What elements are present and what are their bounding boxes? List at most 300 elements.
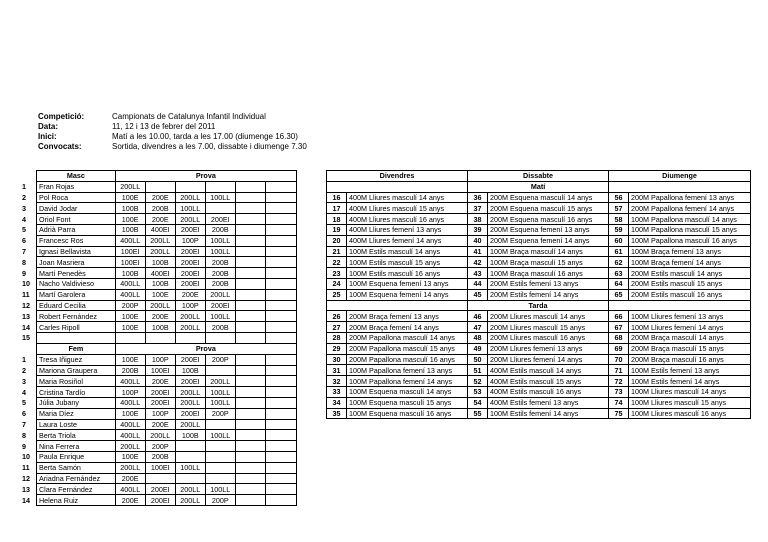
event-name: 200M Papallona femení 13 anys — [629, 192, 751, 203]
table-row — [22, 203, 297, 214]
event-cell — [235, 332, 265, 343]
event-cell: 200LL — [145, 235, 175, 246]
event-name: 200M Esquena femení 14 anys — [488, 235, 609, 246]
swimmer-name: Clara Fernández — [36, 484, 115, 495]
competition-info — [38, 112, 307, 152]
schedule-row — [327, 365, 751, 376]
event-cell — [265, 495, 296, 506]
event-cell — [235, 257, 265, 268]
table-row — [22, 451, 297, 462]
event-name: 200M Lliures femení 14 anys — [488, 354, 609, 365]
event-cell: 200P — [115, 300, 145, 311]
swimmer-name: Francesc Ros — [36, 235, 115, 246]
event-cell — [235, 354, 265, 365]
event-cell: 100EI — [115, 257, 145, 268]
row-number: 2 — [22, 365, 26, 375]
table-row — [22, 181, 297, 192]
table-row — [22, 419, 297, 430]
event-cell — [235, 430, 265, 441]
event-cell: 200LL — [115, 181, 145, 192]
event-number: 70 — [609, 354, 629, 365]
table-row — [22, 441, 297, 452]
event-cell: 400LL — [115, 419, 145, 430]
swimmer-name: Joan Masriera — [36, 257, 115, 268]
event-cell: 100B — [175, 430, 205, 441]
event-cell — [235, 224, 265, 235]
event-cell — [235, 268, 265, 279]
event-cell — [235, 192, 265, 203]
event-cell: 200EI — [175, 376, 205, 387]
table-row — [22, 311, 297, 322]
event-cell: 200E — [115, 495, 145, 506]
event-cell: 100LL — [205, 311, 235, 322]
table-row — [22, 300, 297, 311]
event-number: 18 — [327, 214, 347, 225]
event-cell: 200P — [205, 495, 235, 506]
table-row — [22, 495, 297, 506]
schedule-row — [327, 246, 751, 257]
row-number: 2 — [22, 192, 26, 202]
event-name: 100M Esquena masculí 14 anys — [347, 386, 468, 397]
swimmer-name: Robert Fernández — [36, 311, 115, 322]
swimmer-name: Cristina Tardío — [36, 387, 115, 398]
event-name: 200M Braça femení 13 anys — [347, 311, 468, 322]
event-name: 400M Estils femení 13 anys — [488, 397, 609, 408]
event-cell: 200LL — [175, 387, 205, 398]
event-name: 200M Esquena femení 13 anys — [488, 224, 609, 235]
event-name: 100M Lliures femení 14 anys — [629, 322, 751, 333]
event-number: 31 — [327, 365, 347, 376]
session-row — [327, 181, 751, 192]
row-number: 12 — [22, 473, 30, 483]
swimmer-name: Oriol Font — [36, 214, 115, 225]
swimmer-name: Martí Penedès — [36, 268, 115, 279]
info-value: 11, 12 i 13 de febrer del 2011 — [112, 122, 216, 131]
row-number: 7 — [22, 246, 26, 256]
schedule-row — [327, 203, 751, 214]
table-row — [22, 376, 297, 387]
table-row — [22, 322, 297, 333]
table-row — [22, 224, 297, 235]
event-cell — [265, 354, 296, 365]
row-number: 13 — [22, 311, 30, 321]
schedule-row — [327, 278, 751, 289]
event-cell: 400LL — [115, 289, 145, 300]
event-name: 100M Lliures femení 13 anys — [629, 311, 751, 322]
event-cell: 200B — [115, 365, 145, 376]
event-cell: 200B — [145, 203, 175, 214]
swimmer-name: Ignasi Bellavista — [36, 246, 115, 257]
event-number: 66 — [609, 311, 629, 322]
event-number: 25 — [327, 289, 347, 300]
session-blank — [327, 300, 468, 311]
event-cell: 200LL — [175, 192, 205, 203]
swimmer-name: Fran Rojas — [36, 181, 115, 192]
event-number: 64 — [609, 278, 629, 289]
event-cell: 200LL — [115, 462, 145, 473]
event-cell — [235, 289, 265, 300]
event-cell — [265, 203, 296, 214]
event-number: 40 — [468, 235, 488, 246]
event-number: 67 — [609, 322, 629, 333]
event-cell — [205, 441, 235, 452]
event-cell: 200EI — [175, 278, 205, 289]
event-cell — [265, 311, 296, 322]
schedule-row — [327, 257, 751, 268]
event-name: 100M Esquena femení 13 anys — [347, 278, 468, 289]
event-number: 21 — [327, 246, 347, 257]
event-name: 200M Lliures femení 13 anys — [488, 343, 609, 354]
event-number: 32 — [327, 376, 347, 387]
info-label: Competició: — [38, 112, 85, 121]
row-number: 9 — [22, 441, 26, 451]
event-cell — [205, 473, 235, 484]
event-cell: 200E — [145, 192, 175, 203]
event-name: 200M Esquena masculí 14 anys — [488, 192, 609, 203]
event-cell: 100B — [175, 365, 205, 376]
event-cell: 100P — [175, 235, 205, 246]
swimmer-name: Tresa Iñiguez — [36, 354, 115, 365]
event-cell — [265, 268, 296, 279]
event-cell — [235, 484, 265, 495]
event-cell: 100B — [145, 322, 175, 333]
table-row — [22, 332, 297, 343]
swimmer-name: Adrià Parra — [36, 224, 115, 235]
event-cell — [265, 387, 296, 398]
row-number: 1 — [22, 182, 26, 192]
event-cell — [205, 365, 235, 376]
event-cell: 100EI — [145, 462, 175, 473]
event-cell: 200EI — [205, 214, 235, 225]
event-cell — [235, 451, 265, 462]
event-number: 38 — [468, 214, 488, 225]
row-number: 3 — [22, 203, 26, 213]
table-row — [22, 214, 297, 225]
swimmer-name: Pol Roca — [36, 192, 115, 203]
event-cell — [235, 419, 265, 430]
swimmer-name: Paula Enrique — [36, 451, 115, 462]
event-cell: 100LL — [205, 397, 235, 408]
event-cell: 200B — [205, 322, 235, 333]
event-cell: 100LL — [205, 430, 235, 441]
event-name: 100M Lliures masculí 14 anys — [629, 386, 751, 397]
event-number: 63 — [609, 268, 629, 279]
event-cell — [265, 181, 296, 192]
event-name: 200M Lliures masculí 15 anys — [488, 322, 609, 333]
event-cell: 200LL — [175, 311, 205, 322]
swimmer-name: Nacho Valdivieso — [36, 278, 115, 289]
event-cell: 100B — [145, 278, 175, 289]
event-cell: 100B — [145, 257, 175, 268]
event-name: 100M Papallona masculí 16 anys — [629, 235, 751, 246]
event-cell — [205, 203, 235, 214]
schedule-row — [327, 224, 751, 235]
event-cell — [145, 332, 175, 343]
event-cell: 200E — [115, 473, 145, 484]
table-row — [22, 235, 297, 246]
event-cell — [265, 451, 296, 462]
swimmer-name: Carles Ripoll — [36, 322, 115, 333]
table-row — [22, 268, 297, 279]
event-cell — [175, 451, 205, 462]
event-number: 30 — [327, 354, 347, 365]
session-label: Matí — [468, 181, 609, 192]
schedule-table — [326, 170, 751, 419]
session-label: Tarda — [468, 300, 609, 311]
event-number: 74 — [609, 397, 629, 408]
event-cell — [265, 484, 296, 495]
info-row — [38, 112, 307, 122]
event-name: 100M Estils masculí 15 anys — [347, 257, 468, 268]
event-name: 200M Estils masculí 16 anys — [629, 289, 751, 300]
event-number: 53 — [468, 386, 488, 397]
event-cell — [265, 257, 296, 268]
schedule-row — [327, 386, 751, 397]
swimmer-name: Maria Díez — [36, 408, 115, 419]
event-cell — [145, 181, 175, 192]
event-cell: 400EI — [145, 268, 175, 279]
event-name: 100M Lliures masculí 16 anys — [629, 408, 751, 419]
event-cell: 200EI — [175, 268, 205, 279]
event-cell: 200EI — [175, 246, 205, 257]
event-name: 200M Esquena masculí 16 anys — [488, 214, 609, 225]
schedule-row — [327, 376, 751, 387]
event-number: 39 — [468, 224, 488, 235]
session-row — [327, 300, 751, 311]
event-cell: 400LL — [115, 430, 145, 441]
event-cell: 200B — [205, 257, 235, 268]
event-number: 45 — [468, 289, 488, 300]
event-cell — [265, 246, 296, 257]
event-cell: 100E — [115, 214, 145, 225]
swimmer-name — [36, 332, 115, 343]
event-name: 200M Braça masculí 16 anys — [629, 354, 751, 365]
swimmer-name: Maria Rosiñol — [36, 376, 115, 387]
event-cell: 100E — [115, 311, 145, 322]
event-number: 28 — [327, 332, 347, 343]
header-spacer — [22, 171, 36, 182]
event-number: 54 — [468, 397, 488, 408]
event-cell — [235, 203, 265, 214]
session-blank — [609, 181, 751, 192]
info-row — [38, 142, 307, 152]
event-number: 69 — [609, 343, 629, 354]
schedule-row — [327, 322, 751, 333]
day-header: Diumenge — [609, 171, 751, 182]
event-name: 100M Estils femení 14 anys — [488, 408, 609, 419]
row-number: 4 — [22, 214, 26, 224]
event-name: 100M Braça femení 14 anys — [629, 257, 751, 268]
event-name: 100M Esquena masculí 15 anys — [347, 397, 468, 408]
event-cell — [235, 441, 265, 452]
event-cell — [205, 332, 235, 343]
event-number: 68 — [609, 332, 629, 343]
event-cell: 200E — [145, 214, 175, 225]
table-row — [22, 387, 297, 398]
event-cell: 100E — [115, 322, 145, 333]
event-number: 75 — [609, 408, 629, 419]
table-row — [22, 354, 297, 365]
event-cell — [265, 473, 296, 484]
event-name: 100M Braça masculí 14 anys — [488, 246, 609, 257]
event-number: 22 — [327, 257, 347, 268]
event-number: 33 — [327, 386, 347, 397]
event-cell — [235, 462, 265, 473]
event-cell: 200EI — [145, 484, 175, 495]
schedule-row — [327, 311, 751, 322]
event-cell: 100P — [115, 387, 145, 398]
event-cell — [265, 397, 296, 408]
day-header: Divendres — [327, 171, 468, 182]
header-name: Masc — [36, 171, 115, 182]
header-prova: Prova — [115, 171, 296, 182]
day-header-row — [327, 171, 751, 182]
table-row — [22, 397, 297, 408]
swimmer-name: Helena Ruiz — [36, 495, 115, 506]
fem-table — [22, 343, 297, 506]
event-cell — [115, 332, 145, 343]
event-cell — [265, 365, 296, 376]
event-cell — [175, 441, 205, 452]
event-cell: 400LL — [115, 235, 145, 246]
event-cell — [265, 224, 296, 235]
event-cell: 100P — [145, 408, 175, 419]
row-number: 6 — [22, 409, 26, 419]
event-cell — [235, 235, 265, 246]
event-cell — [235, 214, 265, 225]
event-number: 46 — [468, 311, 488, 322]
event-cell — [265, 214, 296, 225]
event-name: 200M Papallona masculí 15 anys — [347, 343, 468, 354]
event-number: 72 — [609, 376, 629, 387]
event-number: 57 — [609, 203, 629, 214]
event-cell — [205, 419, 235, 430]
table-row — [22, 430, 297, 441]
event-name: 400M Lliures femení 13 anys — [347, 224, 468, 235]
swimmer-name: Nina Ferrera — [36, 441, 115, 452]
event-name: 400M Lliures masculí 16 anys — [347, 214, 468, 225]
schedule-row — [327, 235, 751, 246]
event-name: 400M Estils masculí 15 anys — [488, 376, 609, 387]
event-cell: 200B — [145, 451, 175, 462]
event-cell — [235, 408, 265, 419]
event-name: 100M Braça masculí 15 anys — [488, 257, 609, 268]
event-cell — [235, 278, 265, 289]
event-number: 65 — [609, 289, 629, 300]
event-name: 200M Papallona masculí 16 anys — [347, 354, 468, 365]
info-label: Inici: — [38, 132, 57, 141]
swimmer-name: Mariona Graupera — [36, 365, 115, 376]
event-name: 400M Lliures masculí 15 anys — [347, 203, 468, 214]
row-number: 9 — [22, 268, 26, 278]
event-cell: 100B — [115, 203, 145, 214]
event-cell: 100E — [115, 408, 145, 419]
event-name: 400M Lliures masculí 14 anys — [347, 192, 468, 203]
info-value: Matí a les 10.00, tarda a les 17.00 (diumenge 16.30) — [112, 132, 298, 141]
event-name: 200M Braça femení 14 anys — [347, 322, 468, 333]
event-name: 200M Lliures masculí 16 anys — [488, 332, 609, 343]
event-cell: 100LL — [205, 246, 235, 257]
event-cell — [205, 181, 235, 192]
event-cell — [235, 311, 265, 322]
event-cell: 200EI — [175, 257, 205, 268]
schedule-row — [327, 408, 751, 419]
table-row — [22, 192, 297, 203]
event-cell: 100P — [175, 300, 205, 311]
event-number: 58 — [609, 214, 629, 225]
event-cell — [265, 462, 296, 473]
event-cell — [265, 376, 296, 387]
table-row — [22, 278, 297, 289]
event-cell — [235, 365, 265, 376]
event-cell — [265, 430, 296, 441]
table-row — [22, 484, 297, 495]
header-spacer — [22, 344, 36, 355]
table-row — [22, 462, 297, 473]
event-name: 200M Estils femení 14 anys — [488, 289, 609, 300]
event-name: 200M Estils masculí 14 anys — [629, 268, 751, 279]
row-number: 11 — [22, 290, 30, 300]
info-label: Convocats: — [38, 142, 82, 151]
event-cell: 200LL — [175, 322, 205, 333]
event-cell: 100E — [115, 192, 145, 203]
event-number: 52 — [468, 376, 488, 387]
event-cell — [235, 376, 265, 387]
event-cell — [235, 387, 265, 398]
event-name: 100M Braça femení 13 anys — [629, 246, 751, 257]
event-number: 36 — [468, 192, 488, 203]
event-number: 29 — [327, 343, 347, 354]
event-cell: 100LL — [205, 387, 235, 398]
event-number: 24 — [327, 278, 347, 289]
event-name: 100M Estils femení 14 anys — [629, 376, 751, 387]
event-number: 50 — [468, 354, 488, 365]
event-cell — [265, 289, 296, 300]
event-name: 400M Estils masculí 14 anys — [488, 365, 609, 376]
event-cell — [235, 473, 265, 484]
event-cell: 400LL — [115, 278, 145, 289]
event-cell — [235, 181, 265, 192]
row-number: 10 — [22, 279, 30, 289]
event-cell: 200EI — [205, 300, 235, 311]
event-number: 47 — [468, 322, 488, 333]
event-cell: 100LL — [175, 462, 205, 473]
row-number: 15 — [22, 333, 30, 343]
event-name: 100M Estils masculí 14 anys — [347, 246, 468, 257]
event-cell — [235, 246, 265, 257]
event-cell — [265, 441, 296, 452]
info-row — [38, 132, 307, 142]
event-name: 100M Estils masculí 16 anys — [347, 268, 468, 279]
event-number: 17 — [327, 203, 347, 214]
event-cell: 100LL — [205, 235, 235, 246]
event-cell: 200P — [145, 441, 175, 452]
event-name: 200M Papallona femení 14 anys — [629, 203, 751, 214]
event-number: 27 — [327, 322, 347, 333]
event-cell: 200EI — [145, 495, 175, 506]
event-cell: 200E — [145, 376, 175, 387]
info-value: Campionats de Catalunya Infantil Individual — [112, 112, 266, 121]
event-cell: 400EI — [145, 224, 175, 235]
event-number: 41 — [468, 246, 488, 257]
event-name: 200M Braça masculí 14 anys — [629, 332, 751, 343]
event-cell — [175, 332, 205, 343]
event-cell: 200LL — [145, 430, 175, 441]
row-number: 10 — [22, 452, 30, 462]
event-number: 26 — [327, 311, 347, 322]
event-cell: 200E — [145, 419, 175, 430]
header-name: Fem — [36, 344, 115, 355]
